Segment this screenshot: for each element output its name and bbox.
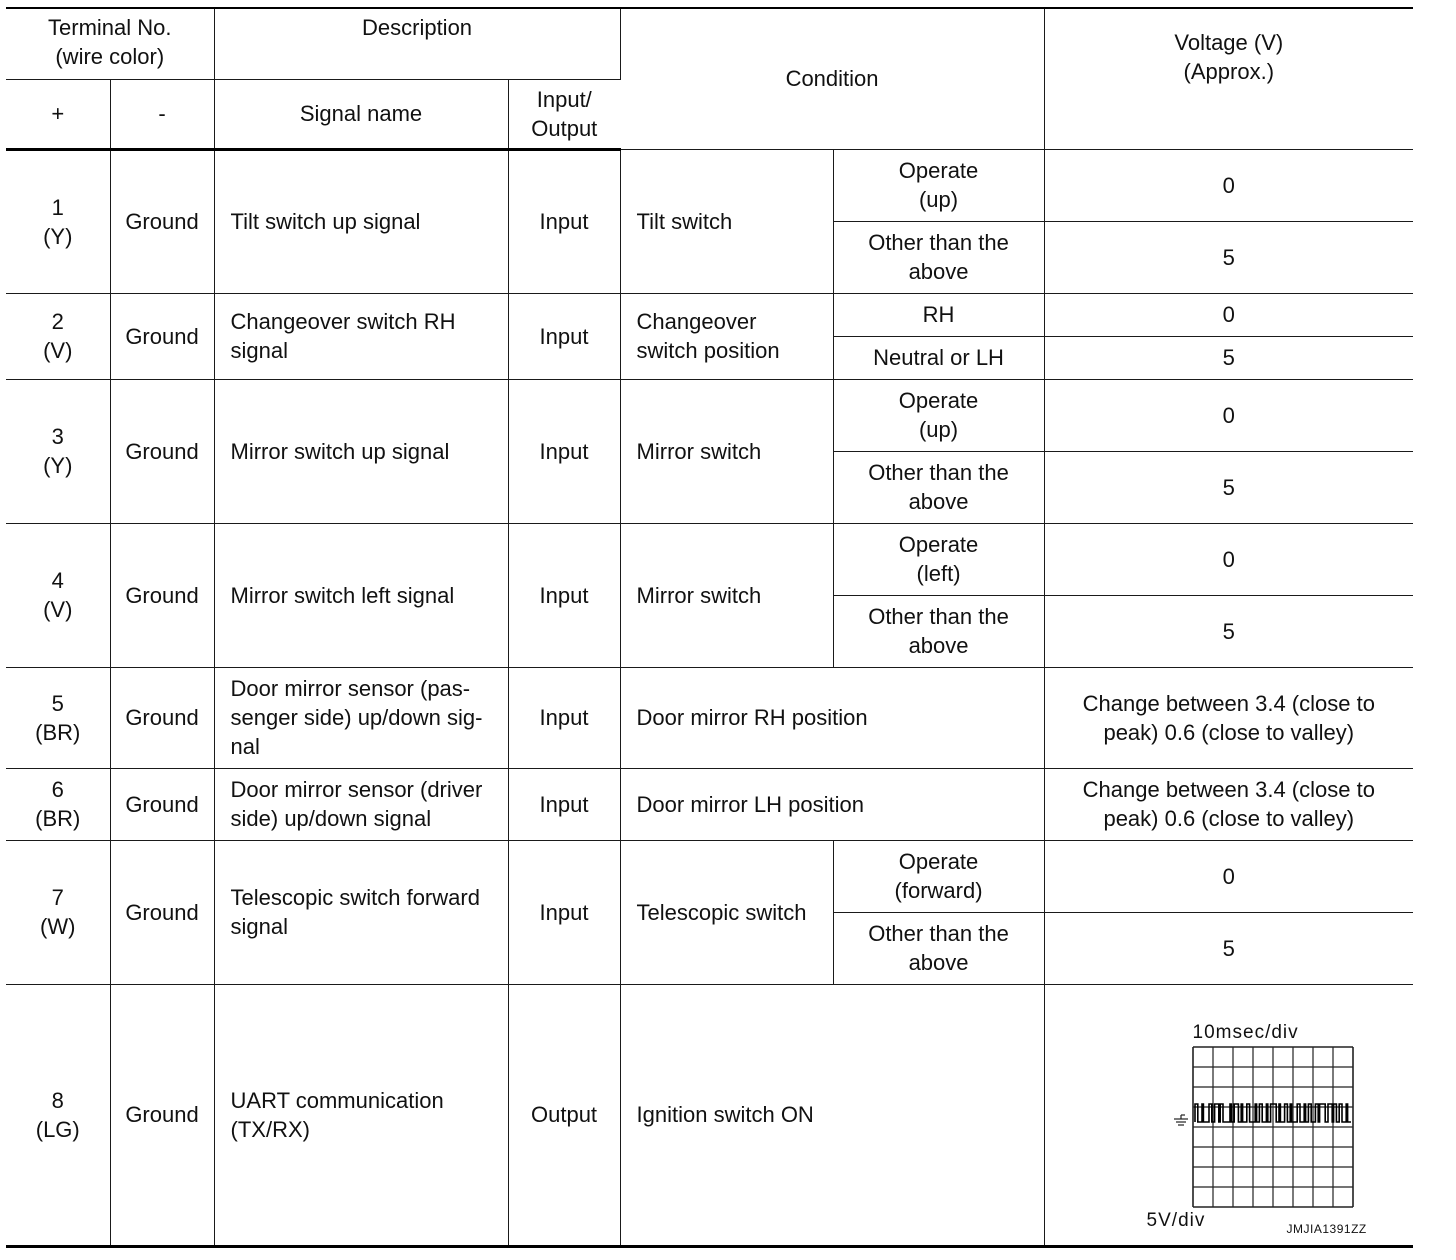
condition-state-cell: Operate (up) <box>833 149 1044 221</box>
condition-state-cell: Other than the above <box>833 595 1044 667</box>
ground-cell: Ground <box>110 840 214 984</box>
voltage-cell: 0 <box>1044 293 1413 336</box>
table-row-terminal-1 <box>6 149 1413 221</box>
ground-cell: Ground <box>110 379 214 523</box>
terminal-cell: 3 (Y) <box>6 379 110 523</box>
terminal-cell: 5 (BR) <box>6 667 110 768</box>
condition-cell: Door mirror LH position <box>620 768 1044 840</box>
signal-name-cell: UART communication (TX/RX) <box>214 984 508 1246</box>
condition-cell: Ignition switch ON <box>620 984 1044 1246</box>
ground-cell: Ground <box>110 149 214 293</box>
terminal-cell: 2 (V) <box>6 293 110 379</box>
voltage-cell: Change between 3.4 (close to peak) 0.6 (close to valley) <box>1044 667 1413 768</box>
condition-cell: Mirror switch <box>620 379 833 523</box>
header-signal-name: Signal name <box>214 79 508 149</box>
io-cell: Input <box>508 149 620 293</box>
signal-name-cell: Door mirror sensor (pas- senger side) up/down sig- nal <box>214 667 508 768</box>
voltage-cell: 0 <box>1044 523 1413 595</box>
table-row-terminal-6 <box>6 768 1413 840</box>
figure-code: JMJIA1391ZZ <box>1286 1221 1367 1236</box>
table-row-terminal-4 <box>6 523 1413 595</box>
condition-state-cell: Operate (up) <box>833 379 1044 451</box>
oscilloscope-grid <box>1129 1019 1389 1239</box>
ground-symbol-icon <box>1174 1115 1188 1125</box>
header-voltage: Voltage (V) (Approx.) <box>1044 8 1413 149</box>
condition-cell: Door mirror RH position <box>620 667 1044 768</box>
ground-cell: Ground <box>110 293 214 379</box>
header-minus: - <box>110 79 214 149</box>
signal-name-cell: Mirror switch left signal <box>214 523 508 667</box>
io-cell: Input <box>508 840 620 984</box>
condition-state-cell: Other than the above <box>833 451 1044 523</box>
condition-cell: Telescopic switch <box>620 840 833 984</box>
io-cell: Output <box>508 984 620 1246</box>
io-cell: Input <box>508 768 620 840</box>
voltage-cell: 5 <box>1044 221 1413 293</box>
voltage-cell: Change between 3.4 (close to peak) 0.6 (close to valley) <box>1044 768 1413 840</box>
voltage-cell: 0 <box>1044 149 1413 221</box>
ground-cell: Ground <box>110 523 214 667</box>
table-row-terminal-2 <box>6 293 1413 336</box>
condition-state-cell: Operate (forward) <box>833 840 1044 912</box>
ground-cell: Ground <box>110 984 214 1246</box>
signal-name-cell: Changeover switch RH signal <box>214 293 508 379</box>
table-row-terminal-3 <box>6 379 1413 451</box>
io-cell: Input <box>508 667 620 768</box>
time-div-label: 10msec/div <box>1192 1021 1299 1043</box>
terminal-cell: 7 (W) <box>6 840 110 984</box>
header-row-1 <box>6 8 1413 79</box>
voltage-cell: 5 <box>1044 451 1413 523</box>
table-row-terminal-7 <box>6 840 1413 912</box>
io-cell: Input <box>508 379 620 523</box>
signal-name-cell: Door mirror sensor (driver side) up/down signal <box>214 768 508 840</box>
condition-cell: Changeover switch position <box>620 293 833 379</box>
signal-name-cell: Telescopic switch forward signal <box>214 840 508 984</box>
terminal-cell: 8 (LG) <box>6 984 110 1246</box>
terminal-cell: 1 (Y) <box>6 149 110 293</box>
voltage-cell: 5 <box>1044 595 1413 667</box>
ground-cell: Ground <box>110 768 214 840</box>
condition-state-cell: RH <box>833 293 1044 336</box>
condition-state-cell: Other than the above <box>833 912 1044 984</box>
io-cell: Input <box>508 523 620 667</box>
condition-cell: Tilt switch <box>620 149 833 293</box>
header-description: Description <box>214 8 620 79</box>
signal-name-cell: Mirror switch up signal <box>214 379 508 523</box>
condition-state-cell: Operate (left) <box>833 523 1044 595</box>
terminal-cell: 4 (V) <box>6 523 110 667</box>
condition-state-cell: Other than the above <box>833 221 1044 293</box>
volt-div-label: 5V/div <box>1146 1209 1206 1231</box>
condition-cell: Mirror switch <box>620 523 833 667</box>
io-cell: Input <box>508 293 620 379</box>
table-row-terminal-5 <box>6 667 1413 768</box>
header-condition: Condition <box>620 8 1044 149</box>
waveform-cell <box>1044 984 1413 1246</box>
voltage-cell: 5 <box>1044 336 1413 379</box>
voltage-cell: 0 <box>1044 379 1413 451</box>
terminal-spec-table <box>6 7 1413 1248</box>
terminal-cell: 6 (BR) <box>6 768 110 840</box>
ground-cell: Ground <box>110 667 214 768</box>
voltage-cell: 0 <box>1044 840 1413 912</box>
header-input-output: Input/ Output <box>508 79 620 149</box>
oscilloscope-waveform <box>1129 1019 1389 1239</box>
header-plus: + <box>6 79 110 149</box>
signal-name-cell: Tilt switch up signal <box>214 149 508 293</box>
voltage-cell: 5 <box>1044 912 1413 984</box>
condition-state-cell: Neutral or LH <box>833 336 1044 379</box>
header-terminal-no: Terminal No. (wire color) <box>6 8 214 79</box>
table-row-terminal-8 <box>6 984 1413 1246</box>
